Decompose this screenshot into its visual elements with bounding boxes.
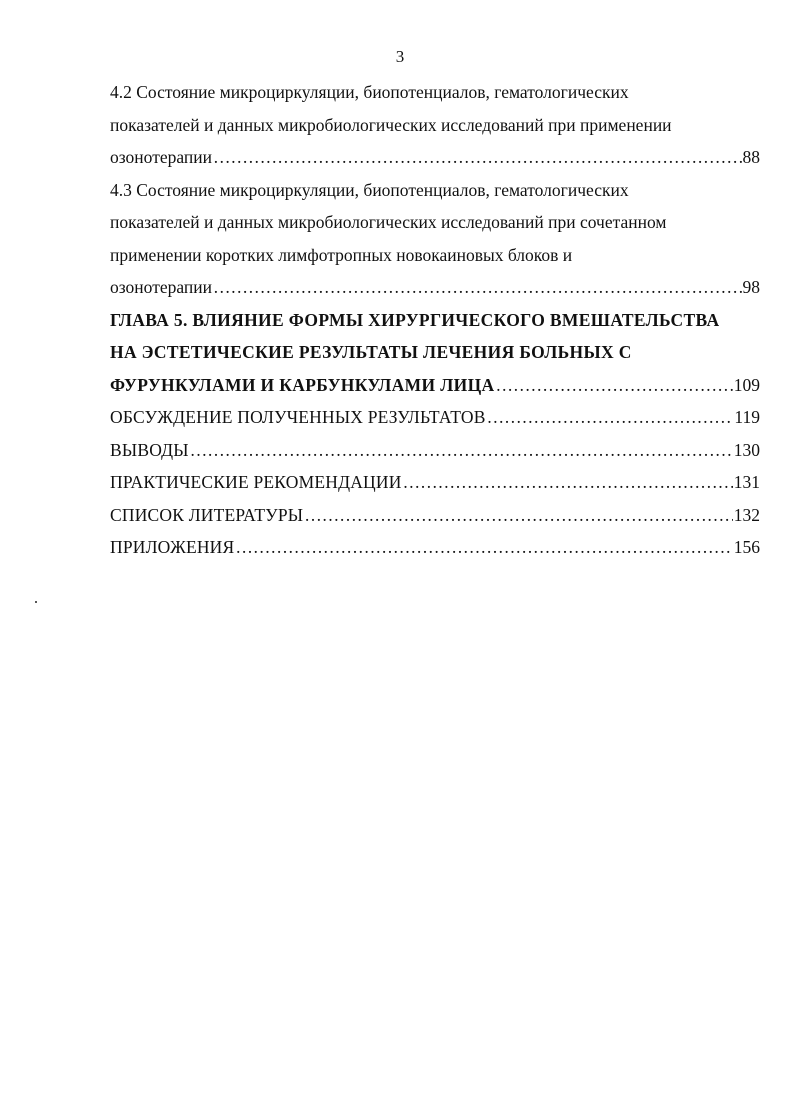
toc-entry-recommendations[interactable]	[110, 466, 760, 499]
toc-entry-4-2[interactable]	[110, 141, 760, 174]
toc-4-2-last-text: озонотерапии	[110, 147, 212, 167]
toc-entry-chapter-5[interactable]	[110, 369, 760, 402]
scan-speck	[35, 601, 37, 603]
toc-4-2-page: 88	[742, 147, 760, 167]
dot-leader	[304, 499, 732, 532]
toc-recommendations-page: 131	[733, 472, 760, 492]
toc-recommendations-text: ПРАКТИЧЕСКИЕ РЕКОМЕНДАЦИИ	[110, 472, 402, 492]
toc-references-page: 132	[733, 504, 760, 525]
table-of-contents	[110, 76, 760, 564]
toc-4-3-page: 98	[742, 277, 760, 297]
toc-conclusions-text: ВЫВОДЫ	[110, 439, 189, 460]
toc-entry-conclusions[interactable]	[110, 434, 760, 467]
dot-leader	[403, 466, 733, 499]
toc-entry-appendices[interactable]	[110, 531, 760, 564]
toc-chapter-5-line-1: ГЛАВА 5. ВЛИЯНИЕ ФОРМЫ ХИРУРГИЧЕСКОГО ВМЕШАТЕЛЬСТВА	[110, 309, 720, 330]
toc-entry-references[interactable]	[110, 499, 760, 532]
toc-chapter-5-last-text: ФУРУНКУЛАМИ И КАРБУНКУЛАМИ ЛИЦА	[110, 374, 495, 395]
toc-discussion-page: 119	[734, 407, 760, 427]
toc-4-2-line-1: 4.2 Состояние микроциркуляции, биопотенциалов, гематологических	[110, 82, 629, 102]
toc-4-3-line-1: 4.3 Состояние микроциркуляции, биопотенциалов, гематологических	[110, 179, 629, 200]
dot-leader	[213, 271, 742, 304]
toc-entry-discussion[interactable]	[110, 401, 760, 434]
toc-chapter-5-line-2: НА ЭСТЕТИЧЕСКИЕ РЕЗУЛЬТАТЫ ЛЕЧЕНИЯ БОЛЬНЫХ С	[110, 342, 632, 362]
toc-4-3-last-text: озонотерапии	[110, 277, 212, 297]
toc-entry-4-3[interactable]	[110, 271, 760, 304]
toc-4-3-line-2: показателей и данных микробиологических исследований при сочетанном	[110, 212, 667, 232]
toc-4-3-line-3: применении коротких лимфотропных новокаиновых блоков и	[110, 244, 573, 265]
toc-conclusions-page: 130	[733, 439, 760, 460]
toc-appendices-page: 156	[733, 537, 760, 557]
dot-leader	[496, 369, 733, 402]
toc-discussion-text: ОБСУЖДЕНИЕ ПОЛУЧЕННЫХ РЕЗУЛЬТАТОВ	[110, 407, 486, 427]
dot-leader	[235, 531, 732, 564]
dot-leader	[213, 141, 742, 174]
dot-leader	[487, 401, 734, 434]
page-number: 3	[395, 47, 405, 66]
toc-references-text: СПИСОК ЛИТЕРАТУРЫ	[110, 504, 304, 525]
dot-leader	[190, 434, 733, 467]
toc-4-2-line-2: показателей и данных микробиологических исследований при применении	[110, 114, 672, 135]
toc-chapter-5-page: 109	[733, 374, 760, 395]
toc-appendices-text: ПРИЛОЖЕНИЯ	[110, 537, 235, 557]
